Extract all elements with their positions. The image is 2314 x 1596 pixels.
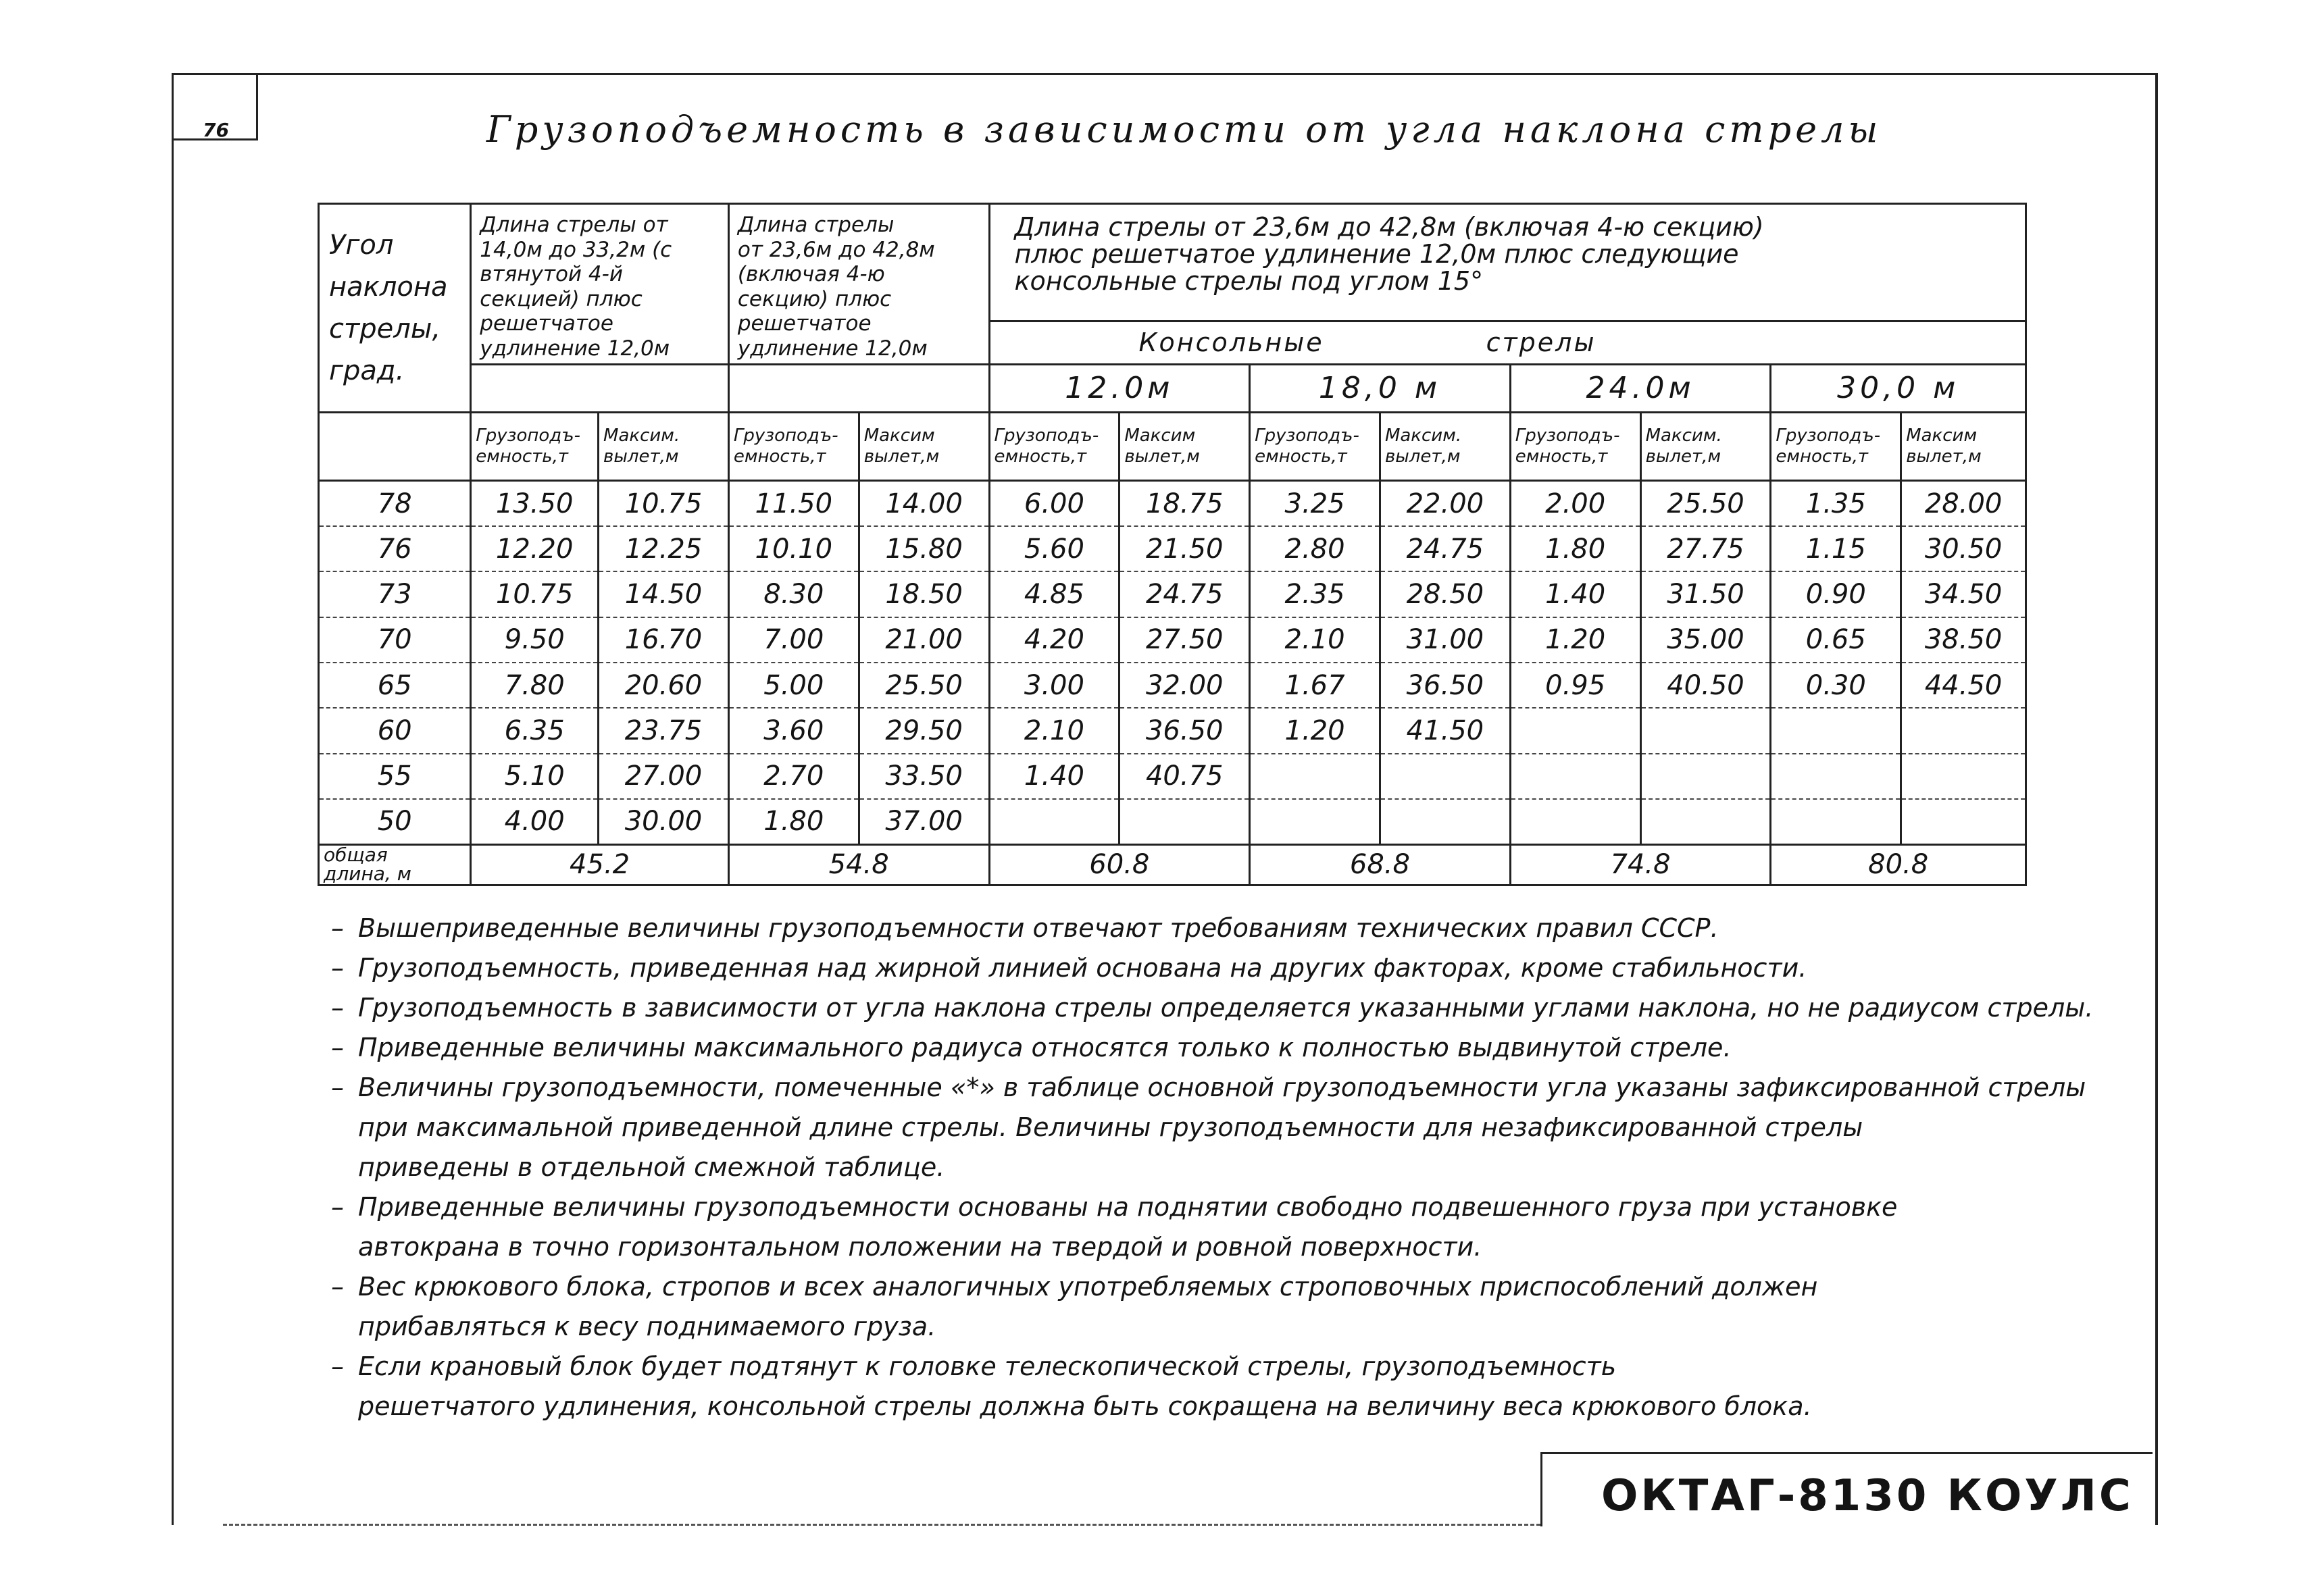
note-dash: – bbox=[331, 913, 344, 943]
note-dash: – bbox=[331, 1272, 344, 1302]
capacity-cell: 2.80 bbox=[1250, 526, 1380, 571]
radius-cell: 12.25 bbox=[599, 526, 729, 571]
sub-header-line: вылет,м bbox=[1906, 446, 1982, 467]
capacity-cell: 2.70 bbox=[728, 754, 859, 799]
radius-cell: 21.50 bbox=[1120, 526, 1250, 571]
group1-header-line: 14,0м до 33,2м (с bbox=[480, 237, 672, 262]
capacity-cell: 11.50 bbox=[728, 481, 859, 526]
note-dash: – bbox=[331, 993, 344, 1023]
radius-cell: 38.50 bbox=[1901, 617, 2026, 663]
sub-header-line: Максим. bbox=[603, 425, 680, 446]
note-line bbox=[331, 1187, 2155, 1227]
capacity-cell bbox=[1771, 754, 1901, 799]
note-line bbox=[331, 988, 2155, 1028]
capacity-cell: 2.00 bbox=[1510, 481, 1640, 526]
angle-cell: 60 bbox=[319, 708, 471, 753]
capacity-cell bbox=[1771, 708, 1901, 753]
capacity-cell: 13.50 bbox=[471, 481, 599, 526]
radius-cell bbox=[1640, 708, 1771, 753]
radius-cell: 36.50 bbox=[1380, 663, 1510, 708]
sub-header-line: вылет,м bbox=[1124, 446, 1200, 467]
radius-cell: 40.50 bbox=[1640, 663, 1771, 708]
capacity-cell: 3.00 bbox=[989, 663, 1120, 708]
table-row bbox=[319, 799, 2026, 844]
radius-cell: 40.75 bbox=[1120, 754, 1250, 799]
capacity-cell bbox=[1510, 754, 1640, 799]
notes-list bbox=[331, 908, 2155, 1426]
capacity-cell: 2.35 bbox=[1250, 571, 1380, 617]
sub-header-line: емность,т bbox=[1255, 446, 1347, 467]
group3-header-line: консольные стрелы под углом 15° bbox=[1014, 265, 1484, 296]
sub-header-line: Грузоподъ- bbox=[476, 425, 581, 446]
note-text: Величины грузоподъемности, помеченные «*» в таблице основной грузоподъемности угла указаны зафиксированной стрелы bbox=[358, 1073, 2086, 1102]
note-text: Вышеприведенные величины грузоподъемности отвечают требованиям технических правил СССР. bbox=[358, 913, 1719, 943]
table-row bbox=[319, 617, 2026, 663]
radius-cell: 16.70 bbox=[599, 617, 729, 663]
sub-header-line: емность,т bbox=[476, 446, 568, 467]
radius-cell: 28.00 bbox=[1901, 481, 2026, 526]
capacity-cell: 2.10 bbox=[989, 708, 1120, 753]
note-line bbox=[331, 1068, 2155, 1108]
sub-header-radius bbox=[1120, 412, 1250, 480]
sub-header-capacity bbox=[989, 412, 1120, 480]
radius-cell: 33.50 bbox=[859, 754, 989, 799]
sub-header-radius bbox=[1640, 412, 1771, 480]
total-length-label-line: общая bbox=[324, 844, 388, 867]
radius-cell: 30.50 bbox=[1901, 526, 2026, 571]
total-length: 60.8 bbox=[989, 844, 1250, 885]
group2-header-line: секцию) плюс bbox=[737, 286, 892, 311]
sub-header-line: Грузоподъ- bbox=[1776, 425, 1881, 446]
table-row bbox=[319, 708, 2026, 753]
capacity-cell: 5.00 bbox=[728, 663, 859, 708]
capacity-cell: 3.60 bbox=[728, 708, 859, 753]
radius-cell: 36.50 bbox=[1120, 708, 1250, 753]
group1-header-line: решетчатое bbox=[480, 311, 613, 336]
note-dash: – bbox=[331, 953, 344, 983]
sub-header-line: вылет,м bbox=[603, 446, 679, 467]
radius-cell: 31.50 bbox=[1640, 571, 1771, 617]
capacity-cell: 1.40 bbox=[989, 754, 1120, 799]
capacity-cell: 8.30 bbox=[728, 571, 859, 617]
consoles-label: Консольные bbox=[1138, 328, 1324, 358]
note-text: решетчатого удлинения, консольной стрелы должна быть сокращена на величину веса крюкового блока. bbox=[358, 1391, 1812, 1421]
group2-header-line: Длина стрелы bbox=[737, 213, 895, 237]
group1-header-line: Длина стрелы от bbox=[480, 213, 668, 237]
group3-header-line: плюс решетчатое удлинение 12,0м плюс следующие bbox=[1014, 238, 1739, 269]
sub-header-line: вылет,м bbox=[1384, 446, 1461, 467]
total-length: 45.2 bbox=[471, 844, 729, 885]
radius-cell bbox=[1120, 799, 1250, 844]
angle-header-line: наклона bbox=[329, 271, 448, 303]
angle-cell: 76 bbox=[319, 526, 471, 571]
sub-header-capacity bbox=[1771, 412, 1901, 480]
angle-cell: 55 bbox=[319, 754, 471, 799]
capacity-cell: 4.00 bbox=[471, 799, 599, 844]
note-text: при максимальной приведенной длине стрелы. Величины грузоподъемности для незафиксированной стрелы bbox=[358, 1112, 1863, 1142]
capacity-cell: 0.95 bbox=[1510, 663, 1640, 708]
sub-header-line: Грузоподъ- bbox=[733, 425, 838, 446]
angle-header-line: град. bbox=[329, 355, 405, 386]
radius-cell: 23.75 bbox=[599, 708, 729, 753]
table-body bbox=[319, 481, 2026, 845]
angle-cell: 70 bbox=[319, 617, 471, 663]
note-text: Вес крюкового блока, стропов и всех аналогичных употребляемых строповочных приспособлений должен bbox=[358, 1272, 1818, 1302]
capacity-cell: 1.40 bbox=[1510, 571, 1640, 617]
angle-cell: 73 bbox=[319, 571, 471, 617]
sub-header-line: Грузоподъ- bbox=[1255, 425, 1359, 446]
note-dash: – bbox=[331, 1192, 344, 1222]
capacity-cell: 7.80 bbox=[471, 663, 599, 708]
capacity-cell: 0.90 bbox=[1771, 571, 1901, 617]
capacity-cell bbox=[1250, 799, 1380, 844]
radius-cell: 37.00 bbox=[859, 799, 989, 844]
table-row bbox=[319, 526, 2026, 571]
capacity-cell: 1.20 bbox=[1510, 617, 1640, 663]
consoles-header bbox=[989, 321, 2026, 365]
table-row bbox=[319, 571, 2026, 617]
capacity-cell: 7.00 bbox=[728, 617, 859, 663]
note-line bbox=[331, 1387, 2155, 1426]
radius-cell: 15.80 bbox=[859, 526, 989, 571]
radius-cell: 24.75 bbox=[1380, 526, 1510, 571]
radius-cell: 44.50 bbox=[1901, 663, 2026, 708]
capacity-cell: 10.75 bbox=[471, 571, 599, 617]
console-length: 18,0 м bbox=[1250, 364, 1511, 412]
radius-cell: 18.50 bbox=[859, 571, 989, 617]
angle-header-line: стрелы, bbox=[329, 313, 441, 344]
capacity-cell: 1.80 bbox=[1510, 526, 1640, 571]
radius-cell bbox=[1640, 754, 1771, 799]
sub-header-capacity bbox=[471, 412, 599, 480]
note-text: Приведенные величины максимального радиуса относятся только к полностью выдвинутой стреле. bbox=[358, 1033, 1732, 1062]
note-line bbox=[331, 1347, 2155, 1387]
capacity-cell: 4.85 bbox=[989, 571, 1120, 617]
note-text: Приведенные величины грузоподъемности основаны на поднятии свободно подвешенного груза при установке bbox=[358, 1192, 1898, 1222]
sub-header-line: Грузоподъ- bbox=[1515, 425, 1620, 446]
sub-header-line: Максим bbox=[863, 425, 935, 446]
capacity-cell: 4.20 bbox=[989, 617, 1120, 663]
capacity-cell: 5.10 bbox=[471, 754, 599, 799]
group2-header bbox=[728, 204, 989, 365]
group1-header-spacer bbox=[471, 364, 729, 412]
table-row bbox=[319, 663, 2026, 708]
table-row bbox=[319, 754, 2026, 799]
radius-cell: 27.75 bbox=[1640, 526, 1771, 571]
note-line bbox=[331, 1108, 2155, 1148]
group2-header-line: решетчатое bbox=[737, 311, 872, 336]
sub-header-radius bbox=[599, 412, 729, 480]
radius-cell bbox=[1901, 754, 2026, 799]
radius-cell: 20.60 bbox=[599, 663, 729, 708]
radius-cell: 14.00 bbox=[859, 481, 989, 526]
capacity-cell: 0.65 bbox=[1771, 617, 1901, 663]
bottom-border-line bbox=[223, 1524, 1540, 1526]
capacity-cell bbox=[1510, 799, 1640, 844]
note-dash: – bbox=[331, 1352, 344, 1381]
note-text: прибавляться к весу поднимаемого груза. bbox=[358, 1312, 936, 1341]
angle-cell: 65 bbox=[319, 663, 471, 708]
capacity-cell: 1.80 bbox=[728, 799, 859, 844]
radius-cell bbox=[1640, 799, 1771, 844]
radius-cell: 27.00 bbox=[599, 754, 729, 799]
console-length: 30,0 м bbox=[1771, 364, 2026, 412]
total-length: 80.8 bbox=[1771, 844, 2026, 885]
note-text: приведены в отдельной смежной таблице. bbox=[358, 1152, 945, 1182]
note-line bbox=[331, 1307, 2155, 1347]
consoles-label: стрелы bbox=[1486, 328, 1596, 358]
note-line bbox=[331, 1227, 2155, 1267]
sub-header-line: Грузоподъ- bbox=[994, 425, 1099, 446]
capacity-cell: 5.60 bbox=[989, 526, 1120, 571]
radius-cell: 41.50 bbox=[1380, 708, 1510, 753]
sub-header-capacity bbox=[1510, 412, 1640, 480]
total-length-label bbox=[319, 844, 471, 885]
capacity-cell bbox=[1771, 799, 1901, 844]
model-stamp: ОКТАГ-8130 КОУЛС bbox=[1601, 1471, 2134, 1521]
angle-header bbox=[319, 204, 471, 413]
group2-header-line: (включая 4-ю bbox=[737, 262, 885, 287]
sub-header-line: Максим. bbox=[1645, 425, 1722, 446]
group3-header-line: Длина стрелы от 23,6м до 42,8м (включая 4-ю секцию) bbox=[1014, 212, 1764, 242]
note-text: Если крановый блок будет подтянут к головке телескопической стрелы, грузоподъемность bbox=[358, 1352, 1617, 1381]
capacity-cell: 1.67 bbox=[1250, 663, 1380, 708]
group1-header-line: втянутой 4-й bbox=[480, 262, 623, 287]
capacity-cell: 1.15 bbox=[1771, 526, 1901, 571]
radius-cell: 22.00 bbox=[1380, 481, 1510, 526]
radius-cell: 18.75 bbox=[1120, 481, 1250, 526]
sub-header-line: вылет,м bbox=[863, 446, 940, 467]
radius-cell: 21.00 bbox=[859, 617, 989, 663]
radius-cell: 27.50 bbox=[1120, 617, 1250, 663]
note-text: автокрана в точно горизонтальном положении на твердой и ровной поверхности. bbox=[358, 1232, 1482, 1262]
sub-header-capacity bbox=[1250, 412, 1380, 480]
capacity-cell: 3.25 bbox=[1250, 481, 1380, 526]
capacity-cell: 2.10 bbox=[1250, 617, 1380, 663]
radius-cell: 28.50 bbox=[1380, 571, 1510, 617]
group2-header-line: удлинение 12,0м bbox=[737, 336, 928, 361]
sub-header-line: вылет,м bbox=[1645, 446, 1721, 467]
radius-cell: 32.00 bbox=[1120, 663, 1250, 708]
radius-cell: 34.50 bbox=[1901, 571, 2026, 617]
radius-cell bbox=[1901, 708, 2026, 753]
capacity-cell: 10.10 bbox=[728, 526, 859, 571]
sub-header-capacity bbox=[728, 412, 859, 480]
note-dash: – bbox=[331, 1033, 344, 1062]
sub-header-line: емность,т bbox=[733, 446, 826, 467]
table-row bbox=[319, 481, 2026, 526]
note-line bbox=[331, 1028, 2155, 1068]
note-dash: – bbox=[331, 1073, 344, 1102]
note-text: Грузоподъемность в зависимости от угла наклона стрелы определяется указанными углами наклона, но не радиусом стрелы. bbox=[358, 993, 2094, 1023]
angle-cell: 78 bbox=[319, 481, 471, 526]
angle-cell: 50 bbox=[319, 799, 471, 844]
radius-cell bbox=[1380, 754, 1510, 799]
sub-header-line: Максим bbox=[1906, 425, 1978, 446]
radius-cell bbox=[1901, 799, 2026, 844]
sub-header-line: Максим. bbox=[1384, 425, 1462, 446]
total-length-row bbox=[319, 844, 2026, 885]
radius-cell: 30.00 bbox=[599, 799, 729, 844]
group2-header-spacer bbox=[728, 364, 989, 412]
sub-header-radius bbox=[1380, 412, 1510, 480]
radius-cell: 25.50 bbox=[1640, 481, 1771, 526]
capacity-cell: 1.35 bbox=[1771, 481, 1901, 526]
total-length: 68.8 bbox=[1250, 844, 1511, 885]
radius-cell: 31.00 bbox=[1380, 617, 1510, 663]
sub-header-radius bbox=[1901, 412, 2026, 480]
radius-cell bbox=[1380, 799, 1510, 844]
sub-header-line: емность,т bbox=[994, 446, 1087, 467]
capacity-cell bbox=[1510, 708, 1640, 753]
capacity-cell bbox=[1250, 754, 1380, 799]
total-length: 74.8 bbox=[1510, 844, 1771, 885]
angle-header-line: Угол bbox=[329, 229, 394, 261]
capacity-cell: 12.20 bbox=[471, 526, 599, 571]
load-capacity-table bbox=[318, 203, 2027, 886]
note-text: Грузоподъемность, приведенная над жирной линией основана на других факторах, кроме стабильности. bbox=[358, 953, 1807, 983]
note-line bbox=[331, 908, 2155, 948]
group1-header-line: удлинение 12,0м bbox=[480, 336, 670, 361]
total-length: 54.8 bbox=[728, 844, 989, 885]
page-title: Грузоподъемность в зависимости от угла наклона стрелы bbox=[486, 108, 1882, 151]
group1-header bbox=[471, 204, 729, 365]
note-line bbox=[331, 1267, 2155, 1307]
total-length-label-line: длина, м bbox=[324, 863, 411, 885]
radius-cell: 25.50 bbox=[859, 663, 989, 708]
capacity-cell: 6.35 bbox=[471, 708, 599, 753]
console-length: 12.0м bbox=[989, 364, 1250, 412]
sub-header-line: емность,т bbox=[1776, 446, 1869, 467]
radius-cell: 35.00 bbox=[1640, 617, 1771, 663]
page-number: 76 bbox=[203, 119, 229, 141]
sub-header-line: Максим bbox=[1124, 425, 1196, 446]
group2-header-line: от 23,6м до 42,8м bbox=[737, 237, 935, 262]
angle-header-spacer bbox=[319, 412, 471, 480]
sub-header-line: емность,т bbox=[1515, 446, 1608, 467]
console-length: 24.0м bbox=[1510, 364, 1771, 412]
radius-cell: 29.50 bbox=[859, 708, 989, 753]
capacity-cell: 6.00 bbox=[989, 481, 1120, 526]
radius-cell: 10.75 bbox=[599, 481, 729, 526]
note-line bbox=[331, 948, 2155, 988]
capacity-cell: 9.50 bbox=[471, 617, 599, 663]
group3-header bbox=[989, 204, 2026, 321]
group1-header-line: секцией) плюс bbox=[480, 286, 643, 311]
radius-cell: 24.75 bbox=[1120, 571, 1250, 617]
sub-header-radius bbox=[859, 412, 989, 480]
radius-cell: 14.50 bbox=[599, 571, 729, 617]
capacity-cell: 1.20 bbox=[1250, 708, 1380, 753]
capacity-cell bbox=[989, 799, 1120, 844]
note-line bbox=[331, 1148, 2155, 1187]
capacity-cell: 0.30 bbox=[1771, 663, 1901, 708]
